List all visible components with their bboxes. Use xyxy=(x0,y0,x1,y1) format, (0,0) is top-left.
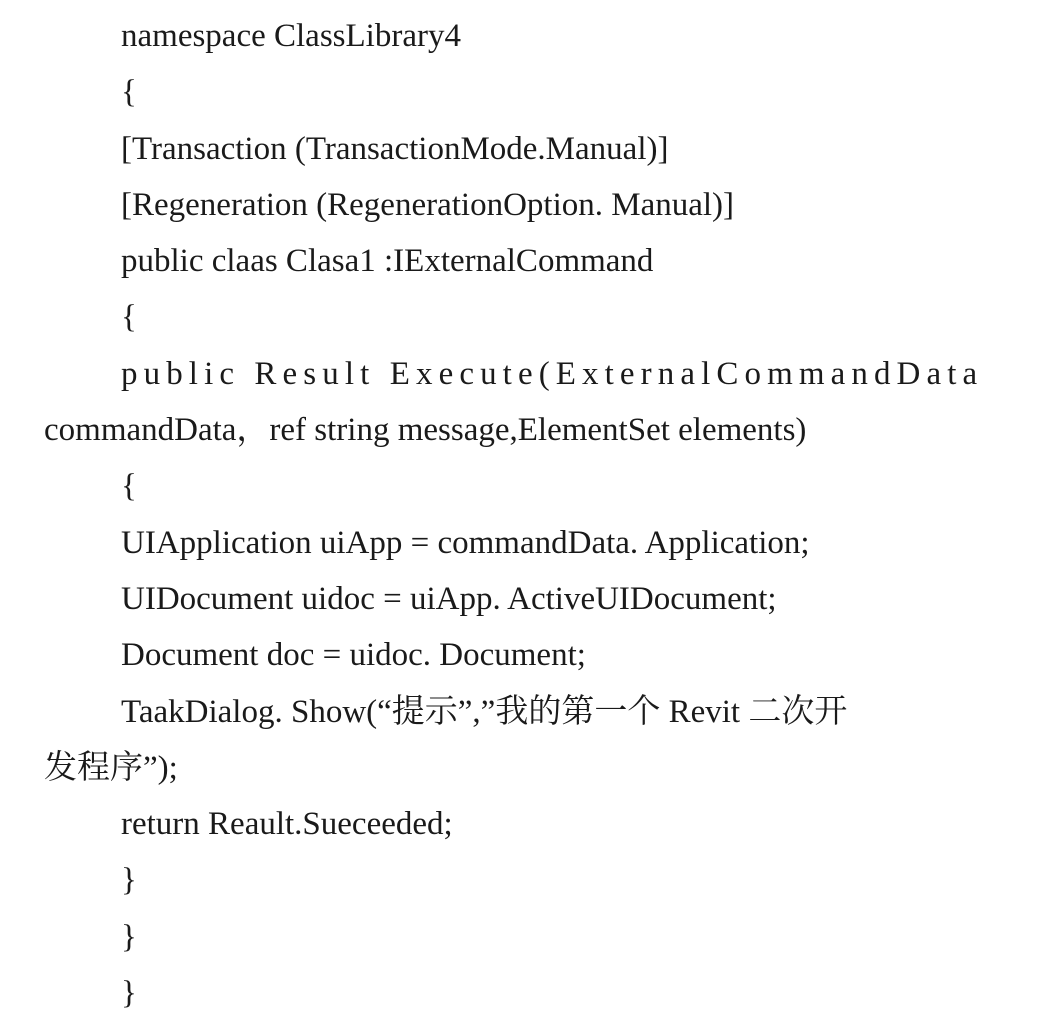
code-line-return: return Reault.Sueceeded; xyxy=(121,806,453,843)
code-line-dialog-show: TaakDialog. Show(“提示”,”我的第一个 Revit 二次开 xyxy=(121,693,848,730)
code-line-document: Document doc = uidoc. Document; xyxy=(121,637,586,674)
code-line-class-declaration: public claas Clasa1 :IExternalCommand xyxy=(121,243,654,280)
code-line-close-brace: } xyxy=(121,975,137,1012)
code-listing xyxy=(44,8,1029,1021)
code-line-namespace: namespace ClassLibrary4 xyxy=(121,18,461,54)
code-line-dialog-continuation: 发程序”); xyxy=(44,749,178,786)
code-line-close-brace: } xyxy=(121,918,137,955)
code-line-regeneration-attribute: [Regeneration (RegenerationOption. Manual)] xyxy=(121,186,735,223)
code-line-close-brace: } xyxy=(121,862,137,899)
code-line-uiapplication: UIApplication uiApp = commandData. Application; xyxy=(121,524,810,561)
code-line-execute-signature: public Result Execute(ExternalCommandData xyxy=(121,355,984,392)
code-line-uidocument: UIDocument uidoc = uiApp. ActiveUIDocument; xyxy=(121,580,777,617)
code-line-open-brace: { xyxy=(121,74,137,111)
code-line-transaction-attribute: [Transaction (TransactionMode.Manual)] xyxy=(121,130,669,167)
code-line-execute-parameters: commandData，ref string message,ElementSet elements) xyxy=(44,412,807,449)
code-line-open-brace: { xyxy=(121,468,137,505)
code-line-open-brace: { xyxy=(121,299,137,336)
